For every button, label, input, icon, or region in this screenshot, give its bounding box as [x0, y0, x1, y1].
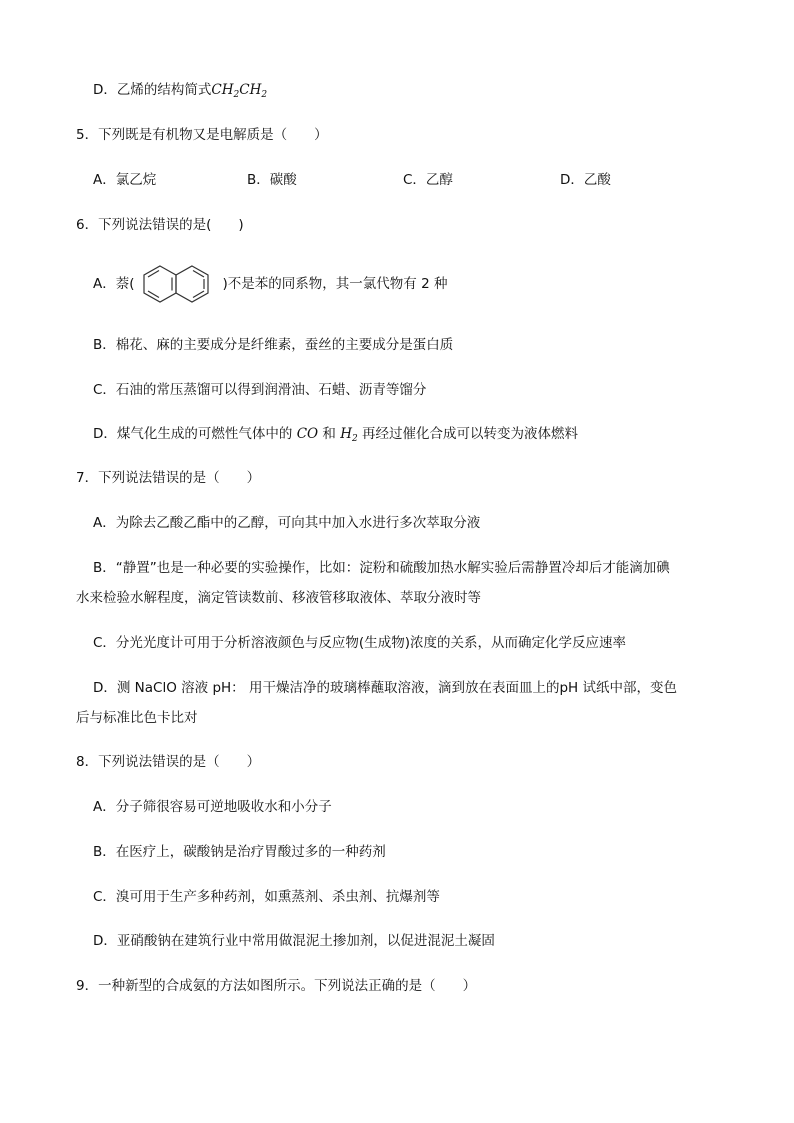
q6-option-a [93, 262, 447, 306]
q5-option-c: C．乙醇 [403, 172, 453, 188]
q8-option-c: C．溴可用于生产多种药剂，如熏蒸剂、杀虫剂、抗爆剂等 [93, 889, 440, 905]
q7-option-d-line1: D．测 NaClO 溶液 pH： 用干燥洁净的玻璃棒蘸取溶液，滴到放在表面皿上的pH 试纸中部，变色 [93, 680, 677, 696]
q7-option-d-line2: 后与标准比色卡比对 [76, 710, 198, 726]
q5-option-b: B．碳酸 [247, 172, 297, 188]
naphthalene-structure-icon [136, 262, 222, 306]
q5-stem: 5．下列既是有机物又是电解质是（ ） [76, 127, 328, 143]
q6-option-d: D．煤气化生成的可燃性气体中的 CO 和 $H_2$ 再经过催化合成可以转变为液体燃料 [93, 426, 579, 444]
h2-formula: $H_2$ [340, 426, 358, 444]
ethylene-formula: $CH_2CH_2$ [211, 82, 268, 100]
q7-option-a: A．为除去乙酸乙酯中的乙醇，可向其中加入水进行多次萃取分液 [93, 515, 481, 531]
q8-stem: 8．下列说法错误的是（ ） [76, 754, 261, 770]
q5-option-a: A．氯乙烷 [93, 172, 157, 188]
q7-stem: 7．下列说法错误的是（ ） [76, 470, 261, 486]
co-formula: CO [296, 426, 319, 442]
q8-option-b: B．在医疗上，碳酸钠是治疗胃酸过多的一种药剂 [93, 844, 386, 860]
q6-option-a-prefix: A．萘( [93, 276, 135, 292]
q7-option-b-line1: B．“静置”也是一种必要的实验操作，比如：淀粉和硫酸加热水解实验后需静置冷却后才能滴加碘 [93, 560, 670, 576]
q8-option-d: D．亚硝酸钠在建筑行业中常用做混泥土掺加剂，以促进混泥土凝固 [93, 933, 495, 949]
q7-option-b-line2: 水来检验水解程度，滴定管读数前、移液管移取液体、萃取分液时等 [76, 590, 481, 606]
q4-option-d [93, 80, 267, 105]
q6-option-a-suffix: )不是苯的同系物，其一氯代物有 2 种 [222, 276, 448, 292]
q5-option-d: D．乙酸 [560, 172, 611, 188]
q7-option-c: C．分光光度计可用于分析溶液颜色与反应物(生成物)浓度的关系，从而确定化学反应速率 [93, 635, 626, 651]
q9-stem: 9．一种新型的合成氨的方法如图所示。下列说法正确的是（ ） [76, 978, 477, 994]
q8-option-a: A．分子筛很容易可逆地吸收水和小分子 [93, 799, 332, 815]
q6-option-b: B．棉花、麻的主要成分是纤维素，蚕丝的主要成分是蛋白质 [93, 337, 454, 353]
q6-stem: 6．下列说法错误的是( ) [76, 217, 244, 233]
q4-option-d-text: D．乙烯的结构简式 [93, 82, 212, 98]
q6-option-c: C．石油的常压蒸馏可以得到润滑油、石蜡、沥青等馏分 [93, 382, 427, 398]
